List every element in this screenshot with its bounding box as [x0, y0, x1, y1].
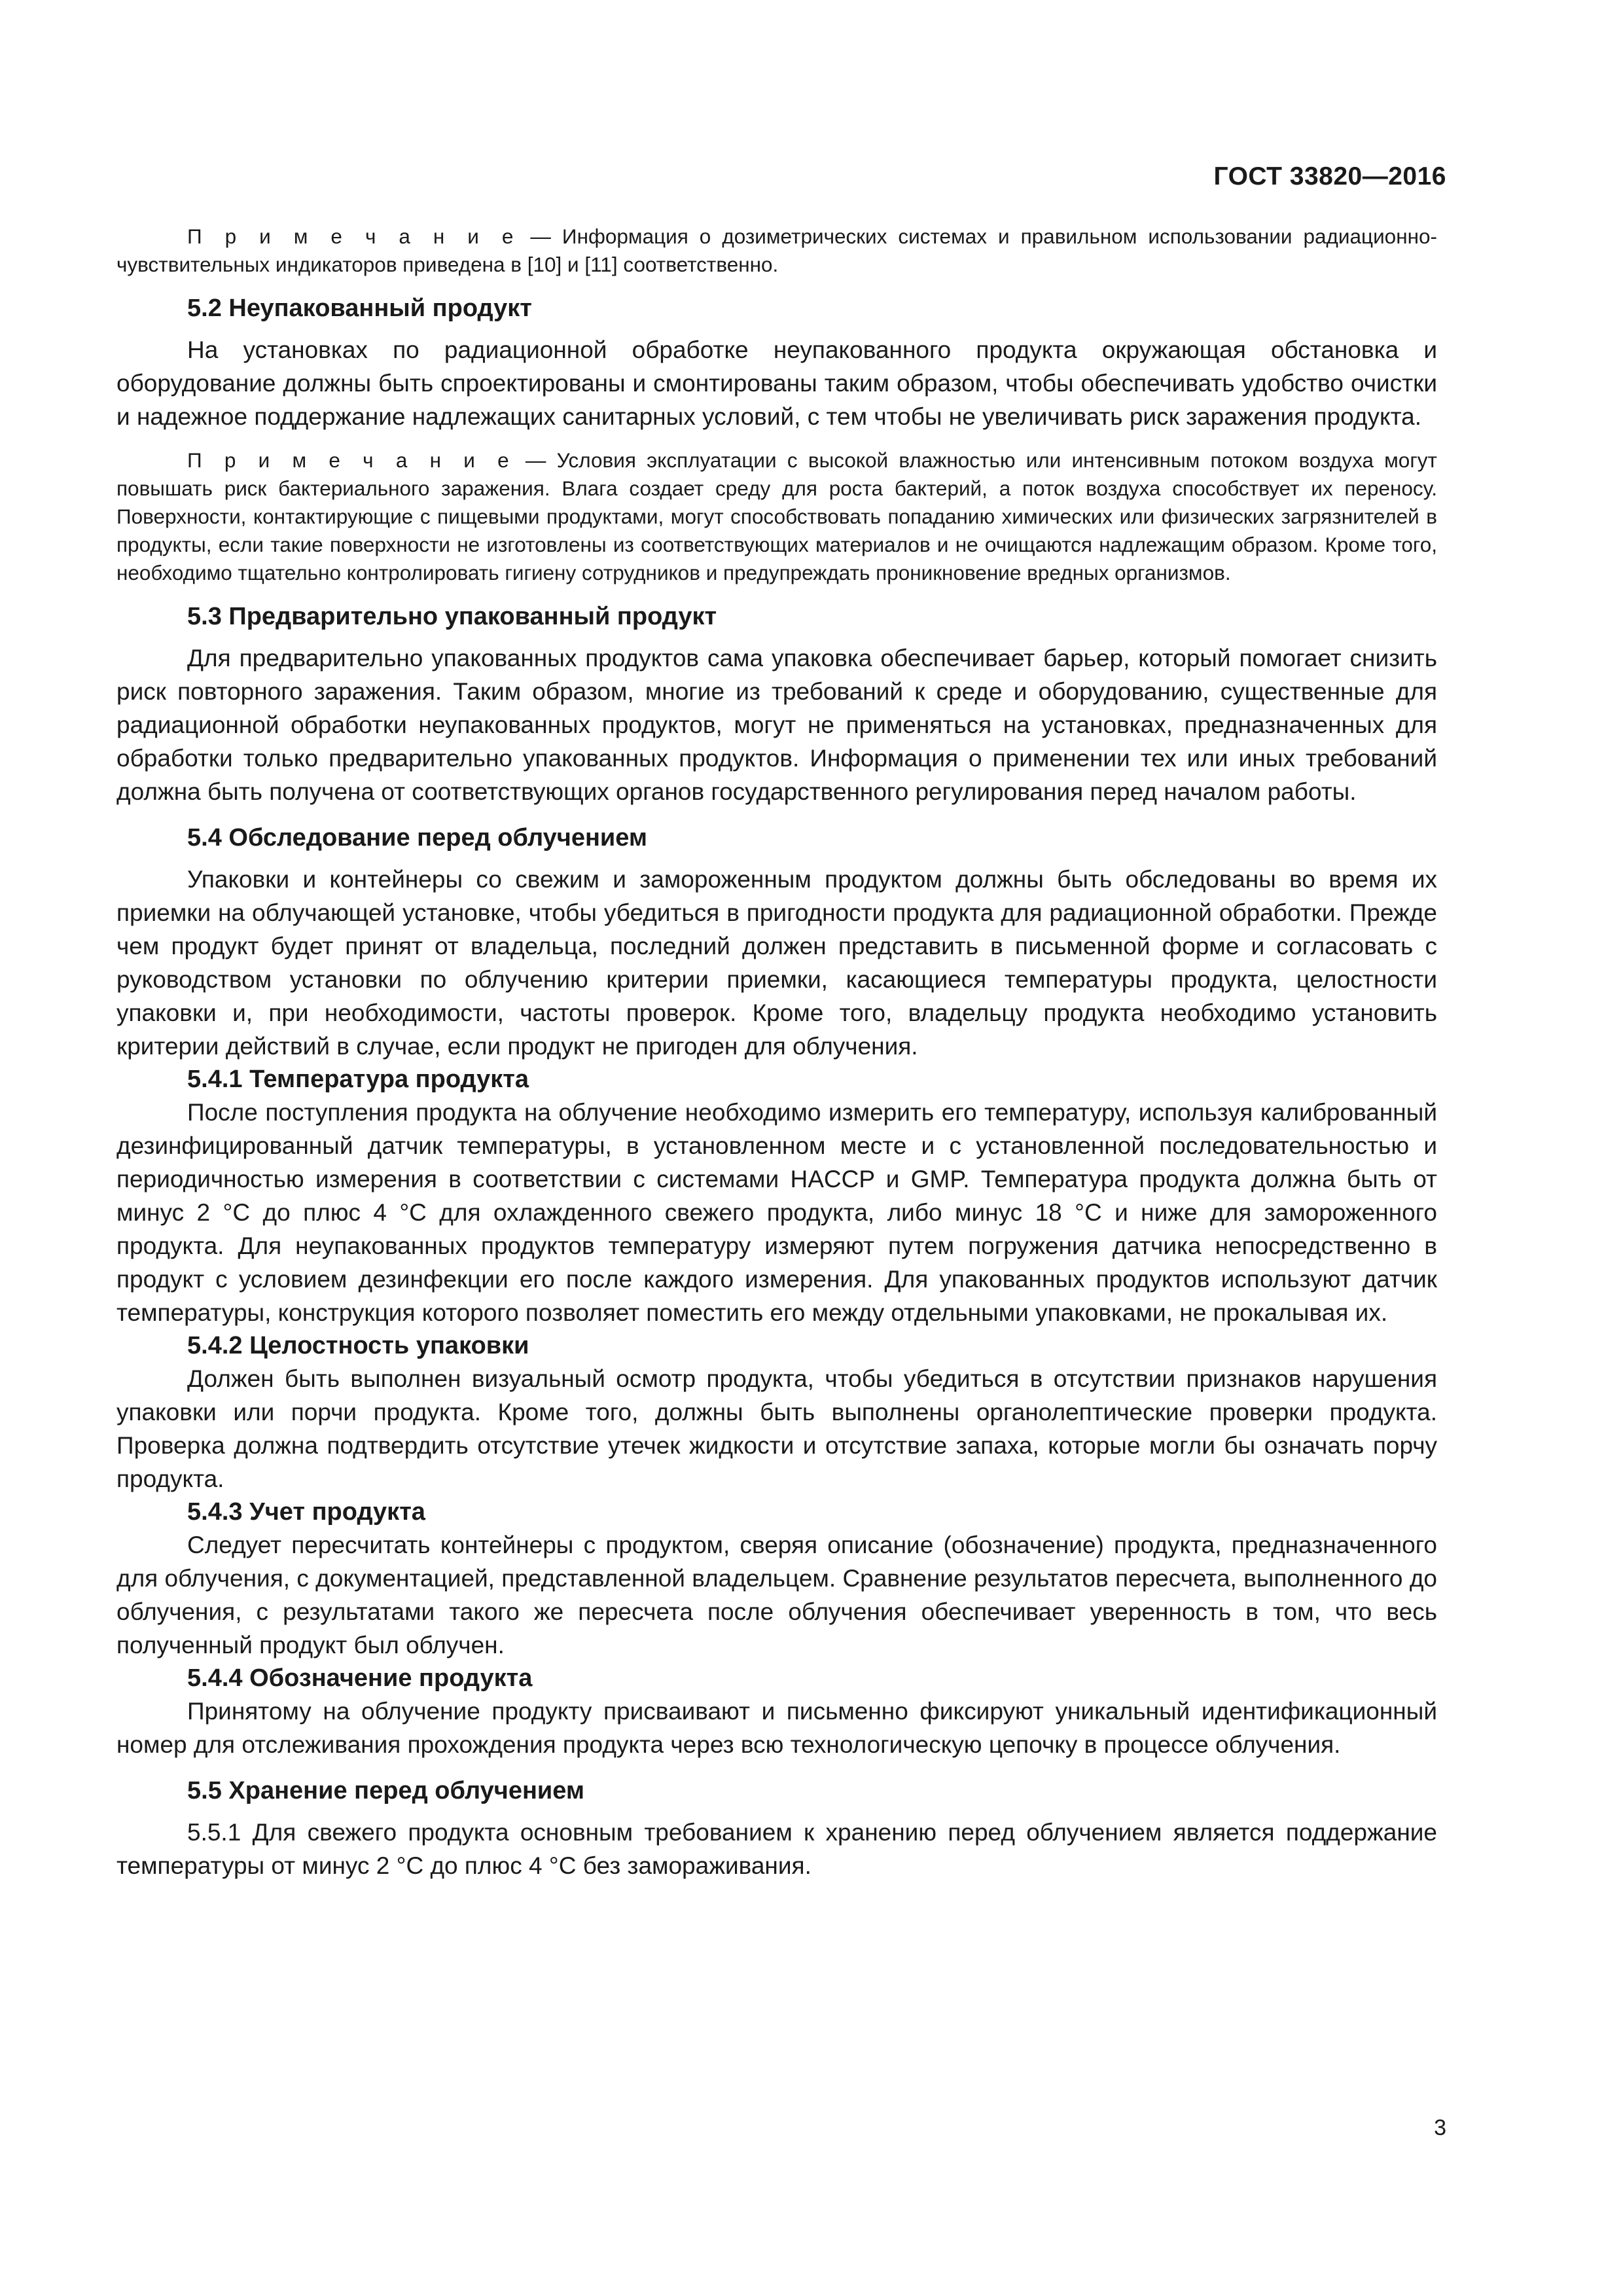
section-5-4-2-text: Должен быть выполнен визуальный осмотр продукта, чтобы убедиться в отсутствии признаков нарушения упаковки или порчи продукта. Кроме того, должны быть выполнены органолептические проверки продукта. Проверка должна подтвердить отсутствие утечек жидкости и отсутствие запаха, которые могли бы означать порчу продукта.: [116, 1365, 1437, 1492]
document-code: ГОСТ 33820—2016: [1213, 162, 1446, 190]
section-5-3-heading: 5.3 Предварительно упакованный продукт: [187, 603, 717, 630]
note-humidity: [116, 446, 1437, 587]
note-label: П р и м е ч а н и е: [187, 224, 520, 248]
section-5-4-1-heading: 5.4.1 Температура продукта: [187, 1066, 529, 1093]
note-text: — Условия эксплуатации с высокой влажностью или интенсивным потоком воздуха могут повышать риск бактериального заражения. Влага создает среду для роста бактерий, а поток воздуха способствует их переносу. Поверхности, контактирующие с пищевыми продуктами, могут способствовать попаданию химических или физических загрязнителей в продукты, если такие поверхности не изготовлены из соответствующих материалов и не очищаются надлежащим образом. Кроме того, необходимо тщательно контролировать гигиену сотрудников и предупреждать проникновение вредных организмов.: [116, 448, 1437, 584]
page-content: [116, 223, 1437, 1882]
section-5-4-3-text: Следует пересчитать контейнеры с продуктом, сверяя описание (обозначение) продукта, предназначенного для облучения, с документацией, представленной владельцем. Сравнение результатов пересчета, выполненного до облучения, с результатами такого же пересчета после облучения обеспечивает уверенность в том, что весь полученный продукт был облучен.: [116, 1532, 1437, 1659]
note-text: — Информация о дозиметрических системах и правильном использовании радиационно-чувствительных индикаторов приведена в [10] и [11] соответственно.: [116, 224, 1438, 276]
section-5-4-1-text: После поступления продукта на облучение необходимо измерить его температуру, используя калиброванный дезинфицированный датчик температуры, в установленном месте и с установленной последовательностью и периодичностью измерения в соответствии с системами HACCP и GMP. Температура продукта должна быть от минус 2 °С до плюс 4 °С для охлажденного свежего продукта, либо минус 18 °С и ниже для замороженного продукта. Для неупакованных продуктов температуру измеряют путем погружения датчика непосредственно в продукт с условием дезинфекции его после каждого измерения. Для упакованных продуктов используют датчик температуры, конструкция которого позволяет поместить его между отдельными упаковками, не прокалывая их.: [116, 1099, 1437, 1326]
section-5-4-text: Упаковки и контейнеры со свежим и замороженным продуктом должны быть обследованы во время их приемки на облучающей установке, чтобы убедиться в пригодности продукта для радиационной обработки. Прежде чем продукт будет принят от владельца, последний должен представить в письменной форме и согласовать с руководством установки по облучению критерии приемки, касающиеся температуры продукта, целостности упаковки и, при необходимости, частоты проверок. Кроме того, владельцу продукта необходимо установить критерии действий в случае, если продукт не пригоден для облучения.: [116, 866, 1437, 1060]
section-5-4-4-text: Принятому на облучение продукту присваивают и письменно фиксируют уникальный идентификационный номер для отслеживания прохождения продукта через всю технологическую цепочку в процессе облучения.: [116, 1698, 1437, 1758]
note-dosimetry: [116, 223, 1437, 279]
section-5-4-3-heading: 5.4.3 Учет продукта: [187, 1498, 425, 1526]
section-5-2-heading: 5.2 Неупакованный продукт: [187, 295, 532, 322]
note-label: П р и м е ч а н и е: [187, 448, 515, 472]
section-5-3-text: Для предварительно упакованных продуктов сама упаковка обеспечивает барьер, который помогает снизить риск повторного заражения. Таким образом, многие из требований к среде и оборудованию, существенные для радиационной обработки неупакованных продуктов, могут не применяться на установках, предназначенных для обработки только предварительно упакованных продуктов. Информация о применении тех или иных требований должна быть получена от соответствующих органов государственного регулирования перед началом работы.: [116, 645, 1437, 805]
section-5-5-1-text: 5.5.1 Для свежего продукта основным требованием к хранению перед облучением является поддержание температуры от минус 2 °С до плюс 4 °С без замораживания.: [116, 1819, 1437, 1879]
page-number: 3: [1434, 2115, 1446, 2140]
section-5-4-2-heading: 5.4.2 Целостность упаковки: [187, 1332, 529, 1359]
section-5-4-4-heading: 5.4.4 Обозначение продукта: [187, 1664, 533, 1692]
section-5-2-text: На установках по радиационной обработке неупакованного продукта окружающая обстановка и оборудование должны быть спроектированы и смонтированы таким образом, чтобы обеспечивать удобство очистки и надежное поддержание надлежащих санитарных условий, с тем чтобы не увеличивать риск заражения продукта.: [116, 336, 1437, 430]
section-5-4-heading: 5.4 Обследование перед облучением: [187, 824, 648, 852]
section-5-5-heading: 5.5 Хранение перед облучением: [187, 1777, 585, 1804]
